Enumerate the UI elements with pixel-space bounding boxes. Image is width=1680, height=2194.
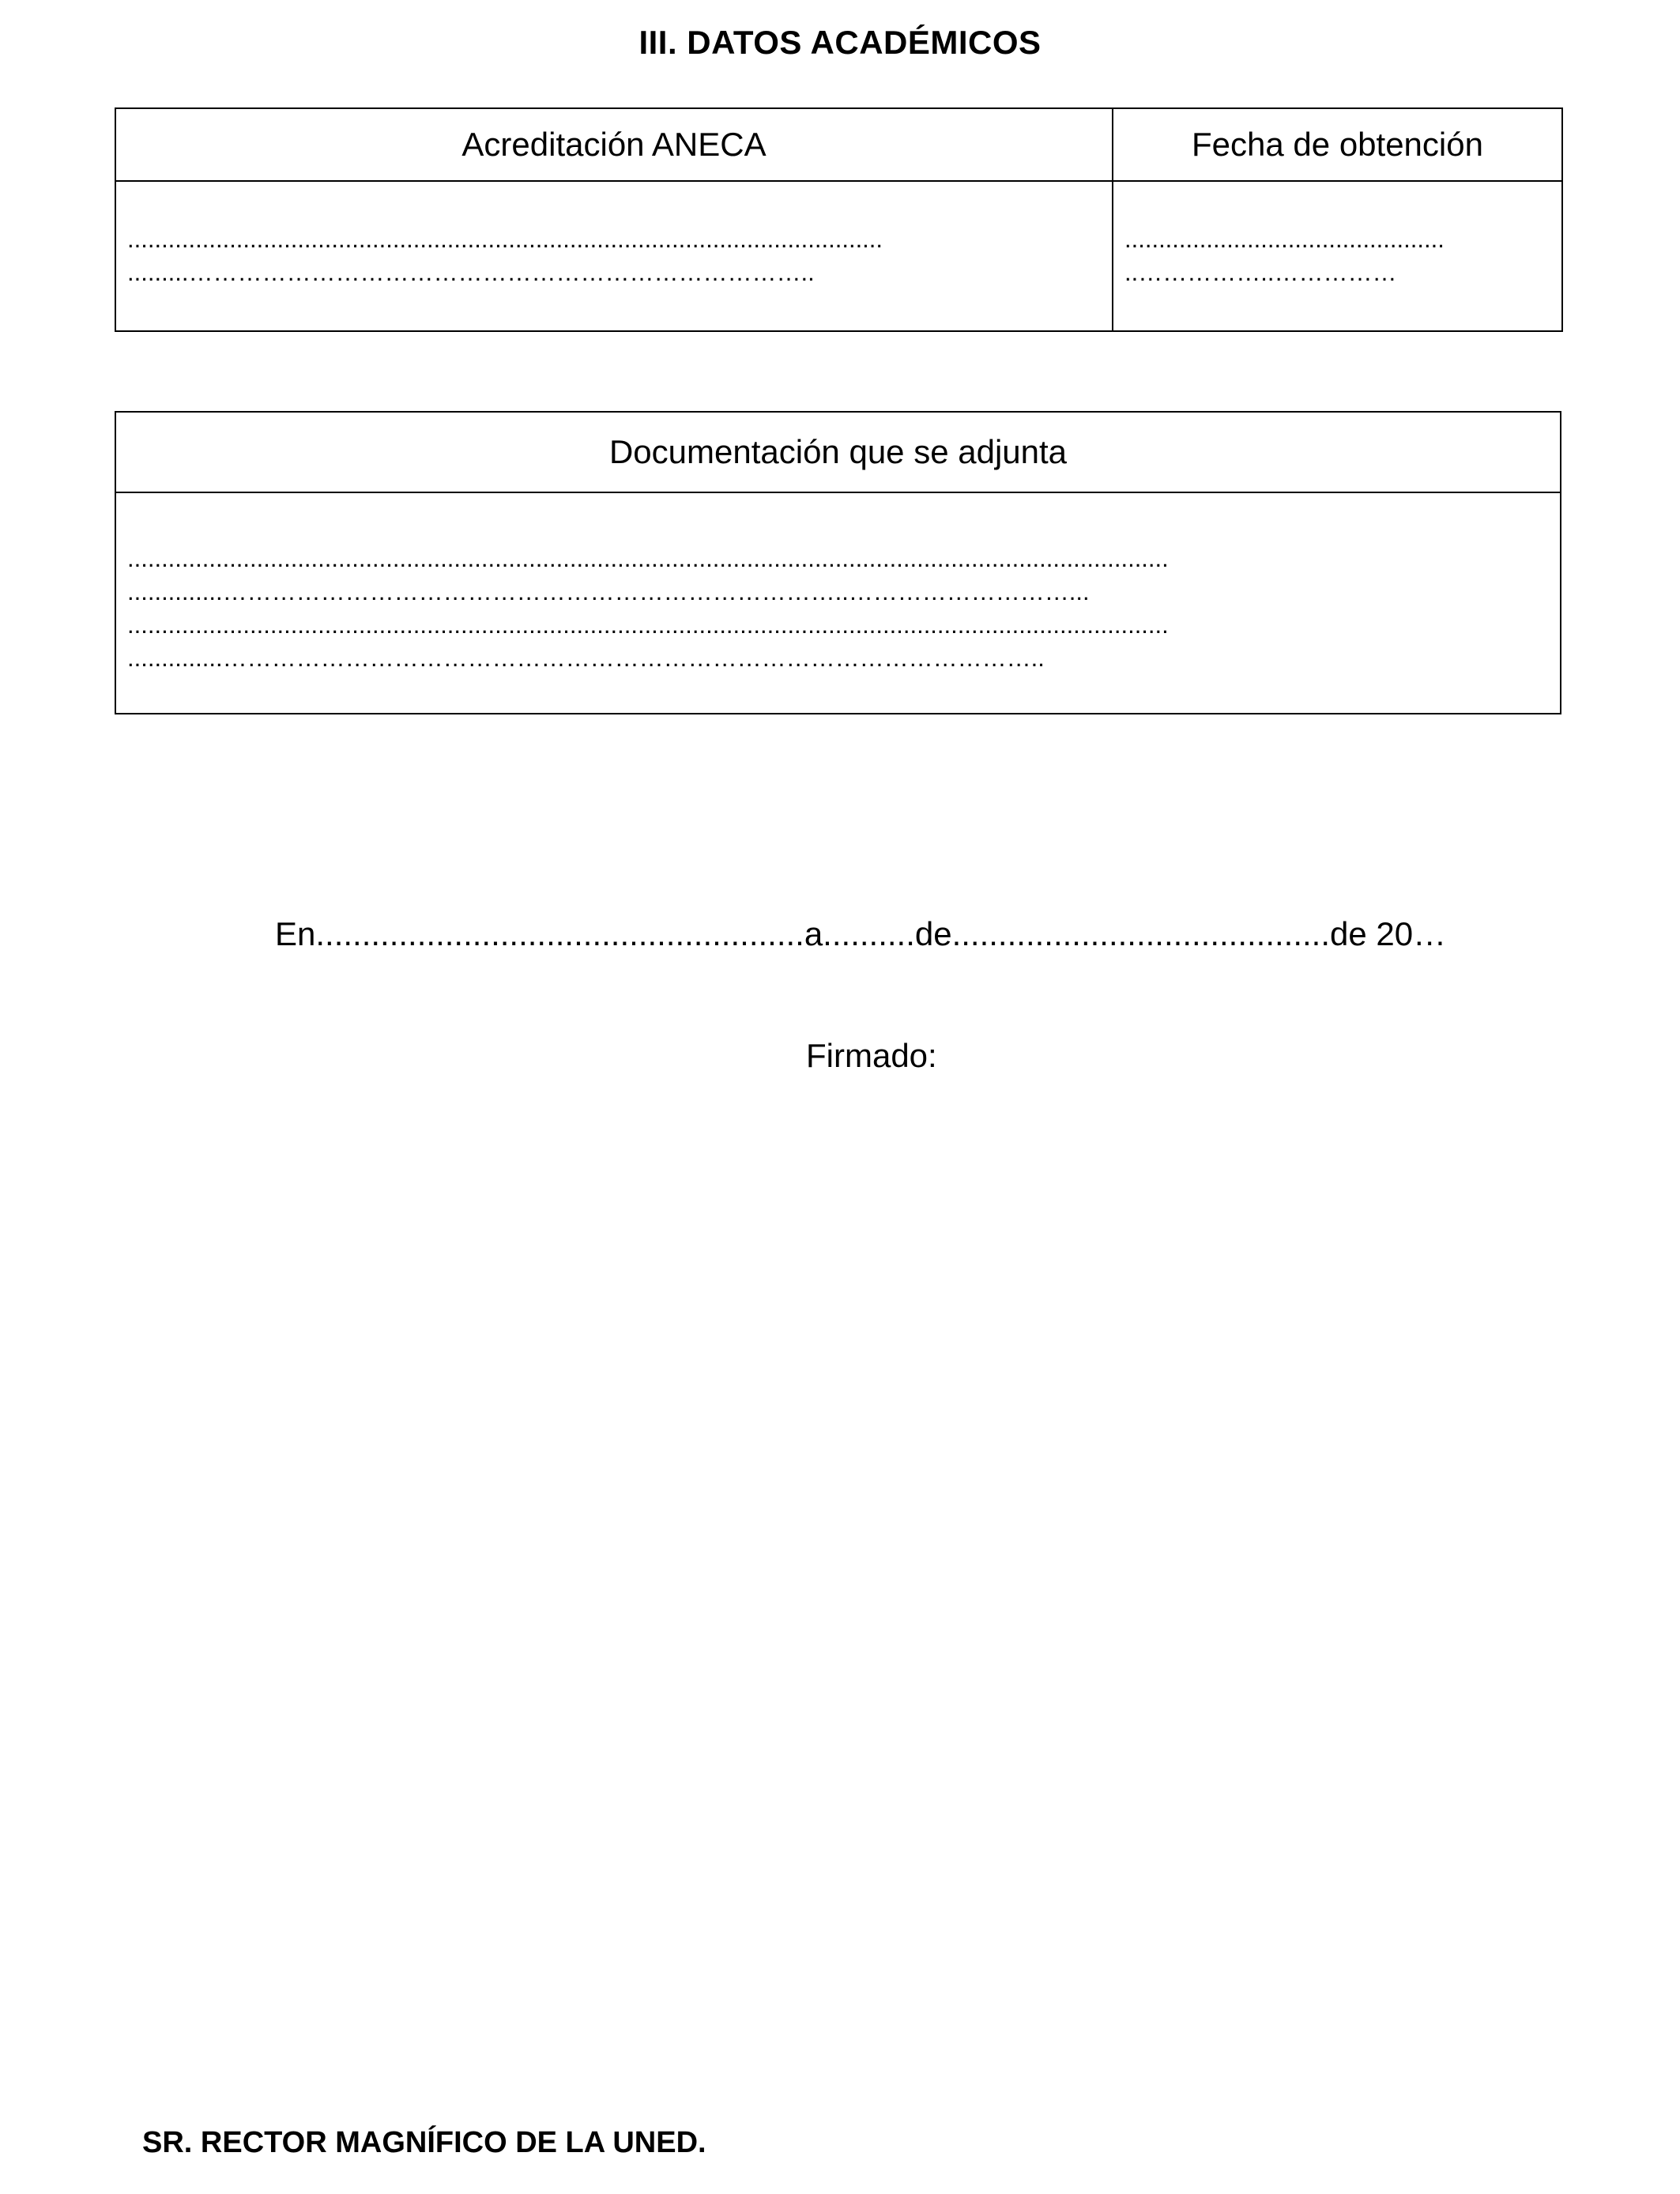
addressee: SR. RECTOR MAGNÍFICO DE LA UNED. [142,2126,706,2159]
accreditation-entry-field[interactable] [115,181,1113,331]
documents-column-header: Documentación que se adjunta [115,412,1561,492]
place-date-line[interactable]: En.....................................................a..........de.........................................de 20… [275,915,1447,952]
dotted-fill-line: ......................................................................................................................................................... [127,611,1169,639]
accreditation-table [115,107,1563,332]
dotted-fill-line: .........………………………………………………………………….. [127,258,815,286]
documents-entry-field[interactable] [115,492,1561,714]
documents-table-row [115,492,1561,714]
dotted-fill-line: ..............…………………………………………………………………..………………………... [127,578,1090,605]
documents-table [115,411,1561,714]
documents-table-header-row [115,412,1561,492]
dotted-fill-line: ............................................................................................................... [127,225,883,253]
accreditation-table-header-row [115,108,1562,181]
dotted-fill-line: ......................................................................................................................................................... [127,545,1169,572]
dotted-fill-line: ............................................... [1124,225,1445,253]
dotted-fill-line: ..............……………………………………………………………………………………….. [127,644,1045,672]
accreditation-column-header: Acreditación ANECA [115,108,1113,181]
date-obtained-column-header: Fecha de obtención [1113,108,1562,181]
accreditation-table-row [115,181,1562,331]
section-title: III. DATOS ACADÉMICOS [638,24,1042,61]
signed-label: Firmado: [806,1037,937,1074]
dotted-fill-line: ..……………..…………… [1124,258,1397,286]
date-obtained-entry-field[interactable] [1113,181,1562,331]
